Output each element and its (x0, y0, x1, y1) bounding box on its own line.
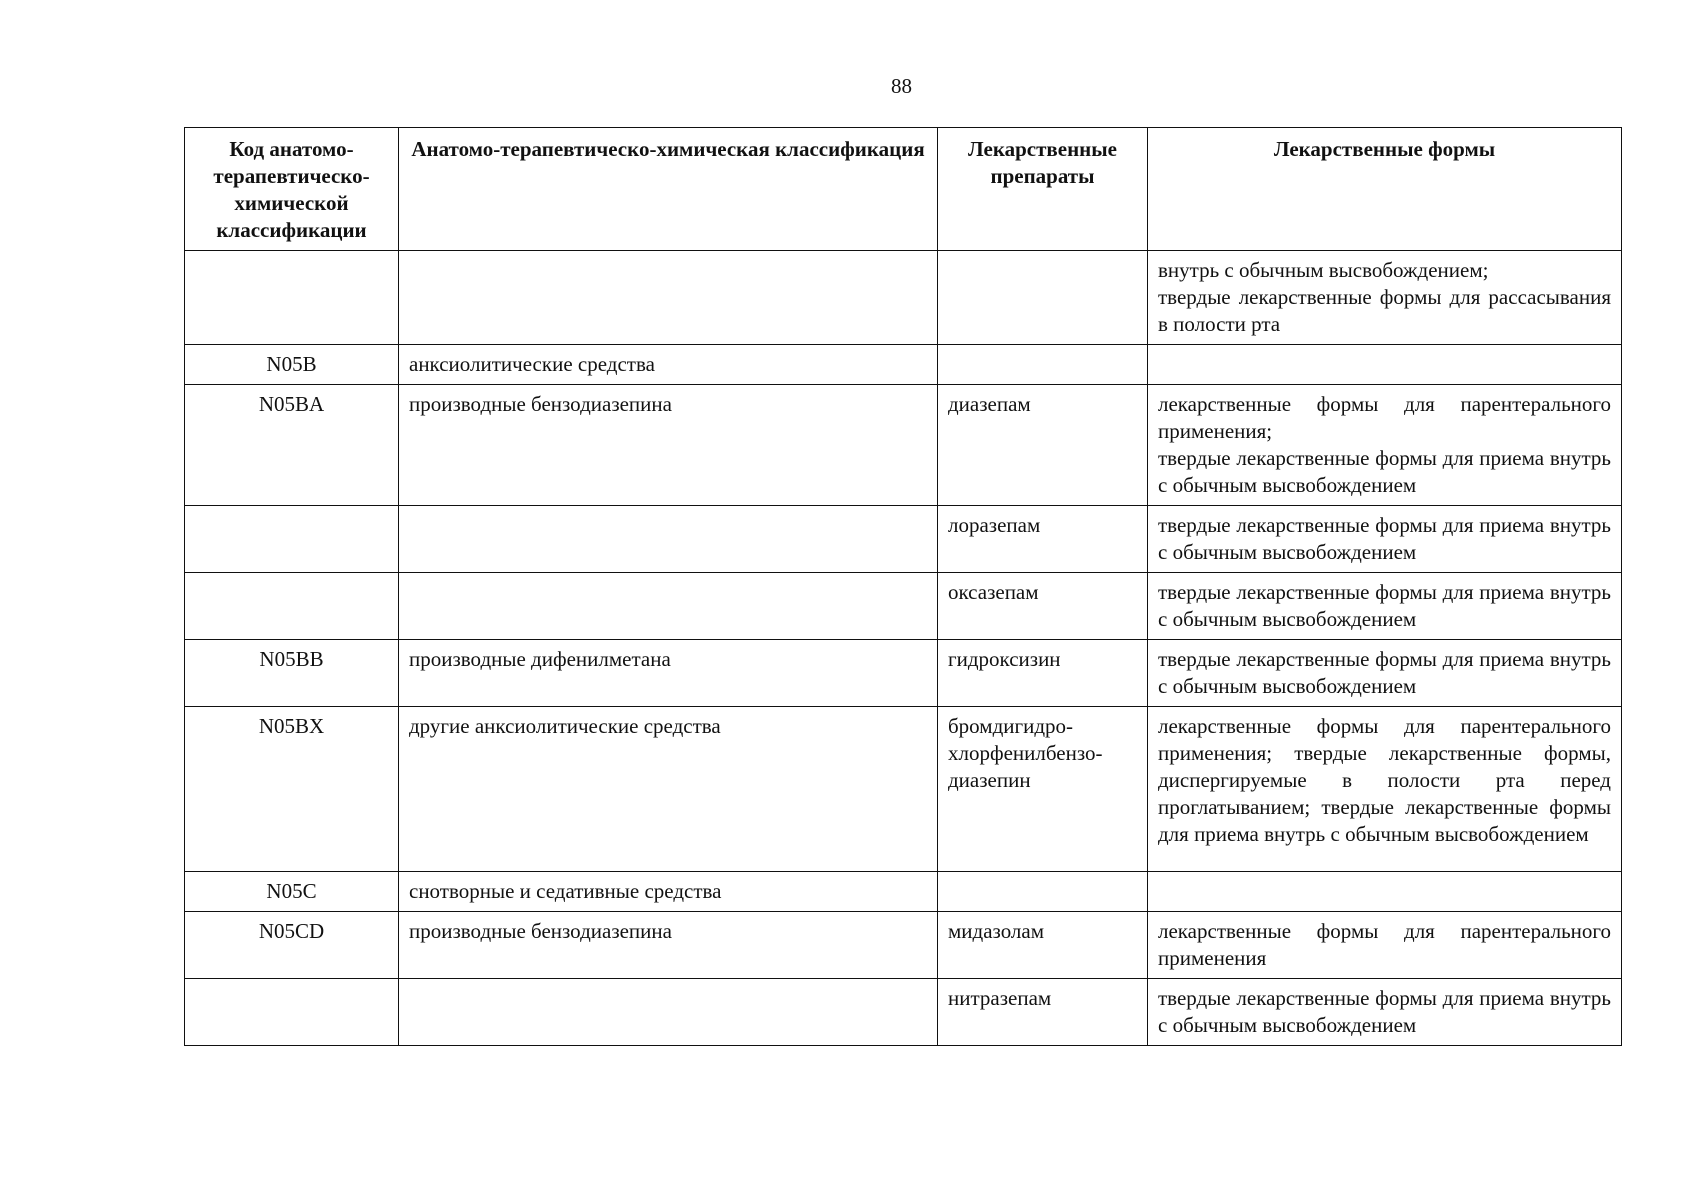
drug-cell: мидазолам (938, 912, 1148, 979)
table-row (185, 573, 1622, 640)
dosage-form-line: лекарственные формы для парентерального применения; твердые лекарственные формы, диспергируемые в полости рта перед проглатыванием; твердые лекарственные формы для приема внутрь с обычным высвобождением (1158, 714, 1611, 846)
atc-code-cell: N05BX (185, 707, 399, 872)
dosage-forms-cell (1148, 979, 1622, 1046)
atc-code-cell: N05BA (185, 385, 399, 506)
classification-cell: другие анксиолитические средства (399, 707, 938, 872)
dosage-form-line: твердые лекарственные формы для приема внутрь с обычным высвобождением (1158, 446, 1611, 497)
table-row (185, 872, 1622, 912)
page-number: 88 (891, 74, 912, 98)
table-body (185, 251, 1622, 1046)
classification-cell (399, 573, 938, 640)
dosage-form-line: твердые лекарственные формы для рассасывания в полости рта (1158, 285, 1611, 336)
atc-code-cell (185, 979, 399, 1046)
classification-cell: производные бензодиазепина (399, 385, 938, 506)
classification-cell: анксиолитические средства (399, 345, 938, 385)
drug-cell: оксазепам (938, 573, 1148, 640)
atc-code-cell: N05CD (185, 912, 399, 979)
atc-code-cell: N05B (185, 345, 399, 385)
dosage-forms-cell (1148, 640, 1622, 707)
dosage-forms-cell (1148, 506, 1622, 573)
header-code: Код анатомо-терапевтическо-химической классификации (185, 128, 399, 251)
header-drugs: Лекарственные препараты (938, 128, 1148, 251)
atc-code-cell (185, 251, 399, 345)
table-row (185, 251, 1622, 345)
header-forms: Лекарственные формы (1148, 128, 1622, 251)
drug-cell: лоразепам (938, 506, 1148, 573)
drug-cell (938, 251, 1148, 345)
classification-cell (399, 251, 938, 345)
dosage-forms-cell (1148, 912, 1622, 979)
atc-code-cell: N05C (185, 872, 399, 912)
dosage-form-line: твердые лекарственные формы для приема внутрь с обычным высвобождением (1158, 647, 1611, 698)
dosage-form-line: твердые лекарственные формы для приема внутрь с обычным высвобождением (1158, 513, 1611, 564)
dosage-forms-cell (1148, 707, 1622, 872)
classification-cell (399, 979, 938, 1046)
atc-code-cell (185, 573, 399, 640)
atc-code-cell (185, 506, 399, 573)
drug-cell (938, 345, 1148, 385)
table-row (185, 707, 1622, 872)
dosage-form-line: внутрь с обычным высвобождением; (1158, 258, 1489, 282)
dosage-forms-cell (1148, 345, 1622, 385)
table-row (185, 640, 1622, 707)
classification-cell: производные бензодиазепина (399, 912, 938, 979)
dosage-form-line: твердые лекарственные формы для приема внутрь с обычным высвобождением (1158, 986, 1611, 1037)
dosage-form-line: лекарственные формы для парентерального применения; (1158, 392, 1611, 443)
table-row (185, 385, 1622, 506)
table-row (185, 345, 1622, 385)
drug-cell: нитразепам (938, 979, 1148, 1046)
atc-code-cell: N05BB (185, 640, 399, 707)
table-row (185, 912, 1622, 979)
classification-cell: производные дифенилметана (399, 640, 938, 707)
dosage-forms-cell (1148, 251, 1622, 345)
header-classification: Анатомо-терапевтическо-химическая классификация (399, 128, 938, 251)
dosage-form-line: твердые лекарственные формы для приема внутрь с обычным высвобождением (1158, 580, 1611, 631)
drug-cell: гидроксизин (938, 640, 1148, 707)
atc-classification-table (184, 127, 1622, 1046)
table-header-row (185, 128, 1622, 251)
drug-cell: бромдигидро-хлорфенилбензо-диазепин (938, 707, 1148, 872)
dosage-forms-cell (1148, 872, 1622, 912)
dosage-forms-cell (1148, 385, 1622, 506)
drug-cell (938, 872, 1148, 912)
table-row (185, 979, 1622, 1046)
drug-cell: диазепам (938, 385, 1148, 506)
table-row (185, 506, 1622, 573)
dosage-form-line: лекарственные формы для парентерального применения (1158, 919, 1611, 970)
classification-cell: снотворные и седативные средства (399, 872, 938, 912)
classification-cell (399, 506, 938, 573)
dosage-forms-cell (1148, 573, 1622, 640)
